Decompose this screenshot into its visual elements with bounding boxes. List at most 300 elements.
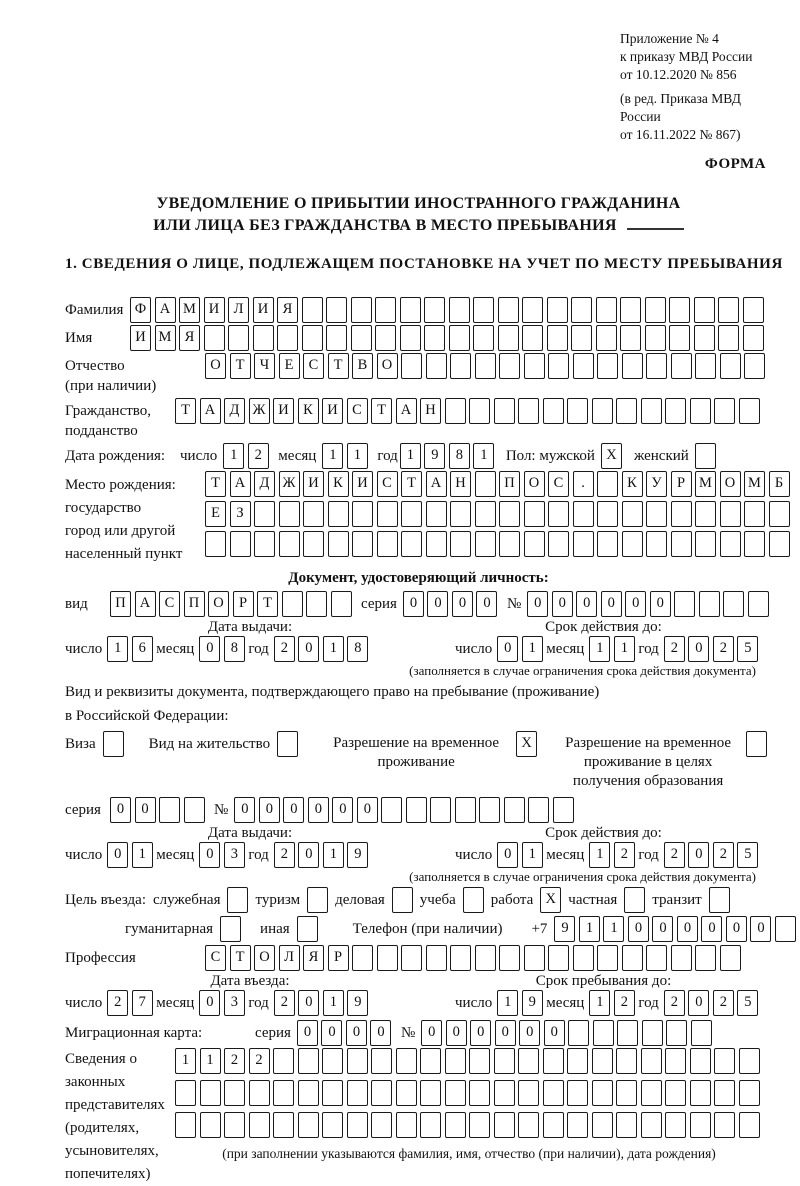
doc-valid-day-input[interactable] [497, 636, 546, 662]
char-cell[interactable] [666, 1020, 687, 1046]
char-cell[interactable] [714, 1048, 735, 1074]
char-cell[interactable] [548, 945, 569, 971]
char-cell[interactable] [426, 945, 447, 971]
char-cell[interactable] [690, 398, 711, 424]
char-cell[interactable]: М [744, 471, 765, 497]
migration-number-input[interactable] [421, 1020, 715, 1046]
birthplace-row2-input[interactable] [205, 501, 793, 527]
char-cell[interactable] [518, 1048, 539, 1074]
stay-month-input[interactable] [589, 990, 638, 1016]
firstname-input[interactable] [130, 325, 767, 351]
char-cell[interactable]: К [328, 471, 349, 497]
birthplace-row3-input[interactable] [205, 531, 793, 557]
char-cell[interactable] [450, 531, 471, 557]
char-cell[interactable]: 1 [323, 842, 344, 868]
char-cell[interactable]: 0 [107, 842, 128, 868]
char-cell[interactable]: 0 [677, 916, 698, 942]
birth-month-input[interactable] [322, 443, 371, 469]
char-cell[interactable]: 9 [347, 990, 368, 1016]
char-cell[interactable]: 0 [576, 591, 597, 617]
char-cell[interactable] [377, 945, 398, 971]
char-cell[interactable]: 0 [628, 916, 649, 942]
char-cell[interactable] [449, 297, 470, 323]
char-cell[interactable] [347, 1080, 368, 1106]
char-cell[interactable] [671, 353, 692, 379]
char-cell[interactable] [543, 1080, 564, 1106]
char-cell[interactable] [449, 325, 470, 351]
char-cell[interactable]: 0 [519, 1020, 540, 1046]
char-cell[interactable] [524, 353, 545, 379]
char-cell[interactable]: 1 [614, 636, 635, 662]
char-cell[interactable] [743, 325, 764, 351]
char-cell[interactable]: А [230, 471, 251, 497]
char-cell[interactable]: П [184, 591, 205, 617]
char-cell[interactable]: 8 [347, 636, 368, 662]
char-cell[interactable] [641, 398, 662, 424]
checkbox-transit[interactable] [709, 887, 730, 913]
char-cell[interactable]: 0 [135, 797, 156, 823]
checkbox-humanitarian[interactable] [220, 916, 241, 942]
char-cell[interactable] [571, 297, 592, 323]
checkbox-official[interactable] [227, 887, 248, 913]
char-cell[interactable] [351, 297, 372, 323]
char-cell[interactable]: 1 [522, 842, 543, 868]
checkbox-study[interactable] [463, 887, 484, 913]
char-cell[interactable]: 1 [589, 990, 610, 1016]
char-cell[interactable] [694, 297, 715, 323]
char-cell[interactable] [504, 797, 525, 823]
char-cell[interactable]: 9 [424, 443, 445, 469]
char-cell[interactable]: Т [328, 353, 349, 379]
char-cell[interactable]: К [298, 398, 319, 424]
char-cell[interactable]: И [322, 398, 343, 424]
migration-series-input[interactable] [297, 1020, 395, 1046]
char-cell[interactable]: 1 [589, 636, 610, 662]
char-cell[interactable]: 0 [332, 797, 353, 823]
char-cell[interactable] [646, 353, 667, 379]
char-cell[interactable] [669, 325, 690, 351]
char-cell[interactable]: И [253, 297, 274, 323]
char-cell[interactable]: А [396, 398, 417, 424]
char-cell[interactable] [204, 325, 225, 351]
char-cell[interactable]: П [499, 471, 520, 497]
char-cell[interactable]: Н [450, 471, 471, 497]
char-cell[interactable]: 0 [370, 1020, 391, 1046]
char-cell[interactable]: 0 [298, 636, 319, 662]
char-cell[interactable]: 0 [650, 591, 671, 617]
char-cell[interactable] [494, 1080, 515, 1106]
entry-year-input[interactable] [274, 990, 372, 1016]
char-cell[interactable] [479, 797, 500, 823]
char-cell[interactable] [273, 1048, 294, 1074]
char-cell[interactable] [592, 1080, 613, 1106]
entry-day-input[interactable] [107, 990, 156, 1016]
char-cell[interactable] [200, 1080, 221, 1106]
char-cell[interactable] [622, 501, 643, 527]
char-cell[interactable] [282, 591, 303, 617]
char-cell[interactable] [543, 398, 564, 424]
char-cell[interactable]: Д [254, 471, 275, 497]
char-cell[interactable]: 0 [750, 916, 771, 942]
char-cell[interactable]: 1 [132, 842, 153, 868]
char-cell[interactable] [718, 297, 739, 323]
doc-valid-year-input[interactable] [664, 636, 762, 662]
char-cell[interactable]: 2 [248, 443, 269, 469]
char-cell[interactable]: 5 [737, 842, 758, 868]
char-cell[interactable] [450, 353, 471, 379]
birthplace-row1-input[interactable] [205, 471, 793, 497]
char-cell[interactable] [695, 353, 716, 379]
char-cell[interactable]: 1 [522, 636, 543, 662]
char-cell[interactable]: Л [228, 297, 249, 323]
char-cell[interactable] [597, 471, 618, 497]
char-cell[interactable] [499, 501, 520, 527]
char-cell[interactable]: 1 [347, 443, 368, 469]
char-cell[interactable] [249, 1112, 270, 1138]
char-cell[interactable] [253, 325, 274, 351]
char-cell[interactable]: С [159, 591, 180, 617]
char-cell[interactable] [426, 353, 447, 379]
char-cell[interactable]: И [352, 471, 373, 497]
char-cell[interactable]: В [352, 353, 373, 379]
char-cell[interactable] [522, 297, 543, 323]
char-cell[interactable] [273, 1112, 294, 1138]
char-cell[interactable] [352, 501, 373, 527]
char-cell[interactable]: 0 [601, 591, 622, 617]
char-cell[interactable] [524, 531, 545, 557]
char-cell[interactable]: Т [401, 471, 422, 497]
char-cell[interactable] [205, 531, 226, 557]
char-cell[interactable] [567, 1112, 588, 1138]
char-cell[interactable]: 0 [357, 797, 378, 823]
char-cell[interactable] [494, 1048, 515, 1074]
char-cell[interactable]: 2 [664, 990, 685, 1016]
char-cell[interactable]: 0 [298, 842, 319, 868]
char-cell[interactable]: 0 [470, 1020, 491, 1046]
char-cell[interactable] [596, 325, 617, 351]
char-cell[interactable] [518, 398, 539, 424]
checkbox-private[interactable] [624, 887, 645, 913]
char-cell[interactable] [616, 1112, 637, 1138]
char-cell[interactable] [720, 531, 741, 557]
char-cell[interactable]: С [303, 353, 324, 379]
char-cell[interactable] [720, 353, 741, 379]
char-cell[interactable] [690, 1080, 711, 1106]
char-cell[interactable]: 5 [737, 990, 758, 1016]
char-cell[interactable]: 2 [274, 636, 295, 662]
char-cell[interactable] [396, 1080, 417, 1106]
char-cell[interactable]: 0 [476, 591, 497, 617]
char-cell[interactable]: 2 [614, 842, 635, 868]
char-cell[interactable]: 9 [522, 990, 543, 1016]
char-cell[interactable] [277, 325, 298, 351]
char-cell[interactable] [420, 1048, 441, 1074]
char-cell[interactable]: 1 [497, 990, 518, 1016]
doc-issue-month-input[interactable] [199, 636, 248, 662]
char-cell[interactable] [445, 1048, 466, 1074]
char-cell[interactable] [445, 1080, 466, 1106]
char-cell[interactable] [748, 591, 769, 617]
char-cell[interactable]: 0 [427, 591, 448, 617]
char-cell[interactable] [744, 531, 765, 557]
char-cell[interactable]: 7 [132, 990, 153, 1016]
residence-issue-month-input[interactable] [199, 842, 248, 868]
char-cell[interactable]: Ж [249, 398, 270, 424]
char-cell[interactable]: 0 [199, 990, 220, 1016]
char-cell[interactable] [739, 1080, 760, 1106]
char-cell[interactable]: 1 [323, 990, 344, 1016]
char-cell[interactable]: 0 [199, 636, 220, 662]
char-cell[interactable] [377, 531, 398, 557]
char-cell[interactable] [175, 1080, 196, 1106]
phone-input[interactable] [554, 916, 799, 942]
char-cell[interactable]: 0 [497, 636, 518, 662]
char-cell[interactable]: О [720, 471, 741, 497]
char-cell[interactable]: Т [371, 398, 392, 424]
char-cell[interactable] [375, 325, 396, 351]
char-cell[interactable]: 2 [713, 636, 734, 662]
char-cell[interactable]: 2 [274, 842, 295, 868]
char-cell[interactable] [455, 797, 476, 823]
char-cell[interactable]: Р [671, 471, 692, 497]
char-cell[interactable] [645, 325, 666, 351]
char-cell[interactable] [622, 353, 643, 379]
char-cell[interactable] [690, 1112, 711, 1138]
char-cell[interactable] [473, 297, 494, 323]
doc-series-input[interactable] [403, 591, 501, 617]
checkbox-business[interactable] [392, 887, 413, 913]
char-cell[interactable] [714, 398, 735, 424]
char-cell[interactable]: З [230, 501, 251, 527]
char-cell[interactable] [351, 325, 372, 351]
char-cell[interactable] [543, 1112, 564, 1138]
residence-valid-month-input[interactable] [589, 842, 638, 868]
char-cell[interactable]: А [426, 471, 447, 497]
patronymic-input[interactable] [205, 353, 769, 379]
char-cell[interactable]: Ч [254, 353, 275, 379]
birth-day-input[interactable] [223, 443, 272, 469]
char-cell[interactable] [524, 945, 545, 971]
char-cell[interactable] [302, 297, 323, 323]
char-cell[interactable]: М [179, 297, 200, 323]
doc-number-input[interactable] [527, 591, 772, 617]
char-cell[interactable]: Я [277, 297, 298, 323]
char-cell[interactable]: 2 [664, 636, 685, 662]
char-cell[interactable]: 8 [449, 443, 470, 469]
char-cell[interactable] [744, 501, 765, 527]
char-cell[interactable] [528, 797, 549, 823]
char-cell[interactable]: 2 [249, 1048, 270, 1074]
char-cell[interactable]: 0 [688, 842, 709, 868]
doc-issue-day-input[interactable] [107, 636, 156, 662]
char-cell[interactable]: О [524, 471, 545, 497]
char-cell[interactable]: 0 [452, 591, 473, 617]
char-cell[interactable]: 2 [713, 990, 734, 1016]
char-cell[interactable] [548, 531, 569, 557]
char-cell[interactable] [298, 1048, 319, 1074]
checkbox-temporary-residence[interactable]: X [516, 731, 537, 757]
char-cell[interactable] [498, 297, 519, 323]
char-cell[interactable]: 0 [527, 591, 548, 617]
char-cell[interactable] [469, 1112, 490, 1138]
char-cell[interactable]: 0 [199, 842, 220, 868]
char-cell[interactable] [322, 1048, 343, 1074]
char-cell[interactable] [306, 591, 327, 617]
char-cell[interactable] [406, 797, 427, 823]
char-cell[interactable] [200, 1112, 221, 1138]
char-cell[interactable] [573, 501, 594, 527]
char-cell[interactable] [641, 1112, 662, 1138]
char-cell[interactable]: Д [224, 398, 245, 424]
char-cell[interactable] [400, 297, 421, 323]
char-cell[interactable]: У [646, 471, 667, 497]
char-cell[interactable] [494, 1112, 515, 1138]
char-cell[interactable] [665, 398, 686, 424]
char-cell[interactable] [744, 353, 765, 379]
char-cell[interactable] [175, 1112, 196, 1138]
char-cell[interactable] [279, 531, 300, 557]
char-cell[interactable]: Т [257, 591, 278, 617]
char-cell[interactable] [518, 1112, 539, 1138]
char-cell[interactable]: С [377, 471, 398, 497]
char-cell[interactable] [377, 501, 398, 527]
char-cell[interactable]: Б [769, 471, 790, 497]
residence-valid-day-input[interactable] [497, 842, 546, 868]
char-cell[interactable]: С [347, 398, 368, 424]
char-cell[interactable] [401, 945, 422, 971]
char-cell[interactable]: 0 [421, 1020, 442, 1046]
char-cell[interactable] [714, 1080, 735, 1106]
char-cell[interactable] [769, 531, 790, 557]
char-cell[interactable] [769, 501, 790, 527]
char-cell[interactable] [475, 531, 496, 557]
char-cell[interactable] [674, 591, 695, 617]
residence-issue-day-input[interactable] [107, 842, 156, 868]
char-cell[interactable] [401, 531, 422, 557]
char-cell[interactable] [347, 1112, 368, 1138]
char-cell[interactable]: С [548, 471, 569, 497]
char-cell[interactable] [694, 325, 715, 351]
doc-valid-month-input[interactable] [589, 636, 638, 662]
char-cell[interactable]: 0 [652, 916, 673, 942]
char-cell[interactable]: Ф [130, 297, 151, 323]
char-cell[interactable] [642, 1020, 663, 1046]
char-cell[interactable] [695, 945, 716, 971]
representatives-row3-input[interactable] [175, 1112, 763, 1138]
char-cell[interactable] [498, 325, 519, 351]
char-cell[interactable] [184, 797, 205, 823]
surname-input[interactable] [130, 297, 767, 323]
char-cell[interactable] [714, 1112, 735, 1138]
char-cell[interactable] [352, 945, 373, 971]
char-cell[interactable]: И [130, 325, 151, 351]
char-cell[interactable]: 0 [497, 842, 518, 868]
representatives-row2-input[interactable] [175, 1080, 763, 1106]
char-cell[interactable] [622, 945, 643, 971]
char-cell[interactable]: Я [303, 945, 324, 971]
char-cell[interactable] [646, 945, 667, 971]
char-cell[interactable] [547, 325, 568, 351]
char-cell[interactable] [499, 945, 520, 971]
char-cell[interactable] [739, 1048, 760, 1074]
char-cell[interactable] [430, 797, 451, 823]
char-cell[interactable] [616, 1048, 637, 1074]
char-cell[interactable] [641, 1080, 662, 1106]
char-cell[interactable]: Ж [279, 471, 300, 497]
char-cell[interactable] [475, 501, 496, 527]
char-cell[interactable]: А [135, 591, 156, 617]
char-cell[interactable] [475, 353, 496, 379]
char-cell[interactable]: 5 [737, 636, 758, 662]
char-cell[interactable] [401, 501, 422, 527]
entry-month-input[interactable] [199, 990, 248, 1016]
char-cell[interactable] [573, 353, 594, 379]
char-cell[interactable] [665, 1048, 686, 1074]
char-cell[interactable] [426, 531, 447, 557]
char-cell[interactable] [371, 1112, 392, 1138]
char-cell[interactable] [254, 531, 275, 557]
char-cell[interactable]: Т [230, 945, 251, 971]
char-cell[interactable]: 0 [403, 591, 424, 617]
char-cell[interactable] [573, 531, 594, 557]
char-cell[interactable] [450, 501, 471, 527]
char-cell[interactable] [494, 398, 515, 424]
char-cell[interactable] [424, 297, 445, 323]
char-cell[interactable] [326, 297, 347, 323]
char-cell[interactable] [543, 1048, 564, 1074]
char-cell[interactable]: 1 [473, 443, 494, 469]
char-cell[interactable]: 9 [554, 916, 575, 942]
char-cell[interactable] [593, 1020, 614, 1046]
checkbox-work[interactable]: X [540, 887, 561, 913]
char-cell[interactable] [567, 1048, 588, 1074]
char-cell[interactable] [665, 1080, 686, 1106]
char-cell[interactable] [718, 325, 739, 351]
char-cell[interactable]: И [204, 297, 225, 323]
char-cell[interactable]: 2 [224, 1048, 245, 1074]
char-cell[interactable]: Р [233, 591, 254, 617]
char-cell[interactable]: 0 [701, 916, 722, 942]
char-cell[interactable] [396, 1048, 417, 1074]
char-cell[interactable]: Я [179, 325, 200, 351]
char-cell[interactable] [739, 1112, 760, 1138]
char-cell[interactable] [646, 501, 667, 527]
char-cell[interactable] [547, 297, 568, 323]
char-cell[interactable]: Т [205, 471, 226, 497]
char-cell[interactable] [499, 353, 520, 379]
char-cell[interactable]: П [110, 591, 131, 617]
char-cell[interactable] [671, 531, 692, 557]
char-cell[interactable] [690, 1048, 711, 1074]
char-cell[interactable]: 2 [274, 990, 295, 1016]
char-cell[interactable] [596, 297, 617, 323]
char-cell[interactable]: 0 [234, 797, 255, 823]
char-cell[interactable] [469, 1080, 490, 1106]
char-cell[interactable]: 1 [322, 443, 343, 469]
char-cell[interactable] [375, 297, 396, 323]
char-cell[interactable]: 3 [224, 990, 245, 1016]
char-cell[interactable]: Т [230, 353, 251, 379]
char-cell[interactable] [567, 1080, 588, 1106]
char-cell[interactable] [617, 1020, 638, 1046]
char-cell[interactable]: 1 [579, 916, 600, 942]
char-cell[interactable] [571, 325, 592, 351]
char-cell[interactable] [303, 501, 324, 527]
char-cell[interactable]: А [155, 297, 176, 323]
char-cell[interactable] [641, 1048, 662, 1074]
char-cell[interactable] [691, 1020, 712, 1046]
char-cell[interactable]: О [377, 353, 398, 379]
